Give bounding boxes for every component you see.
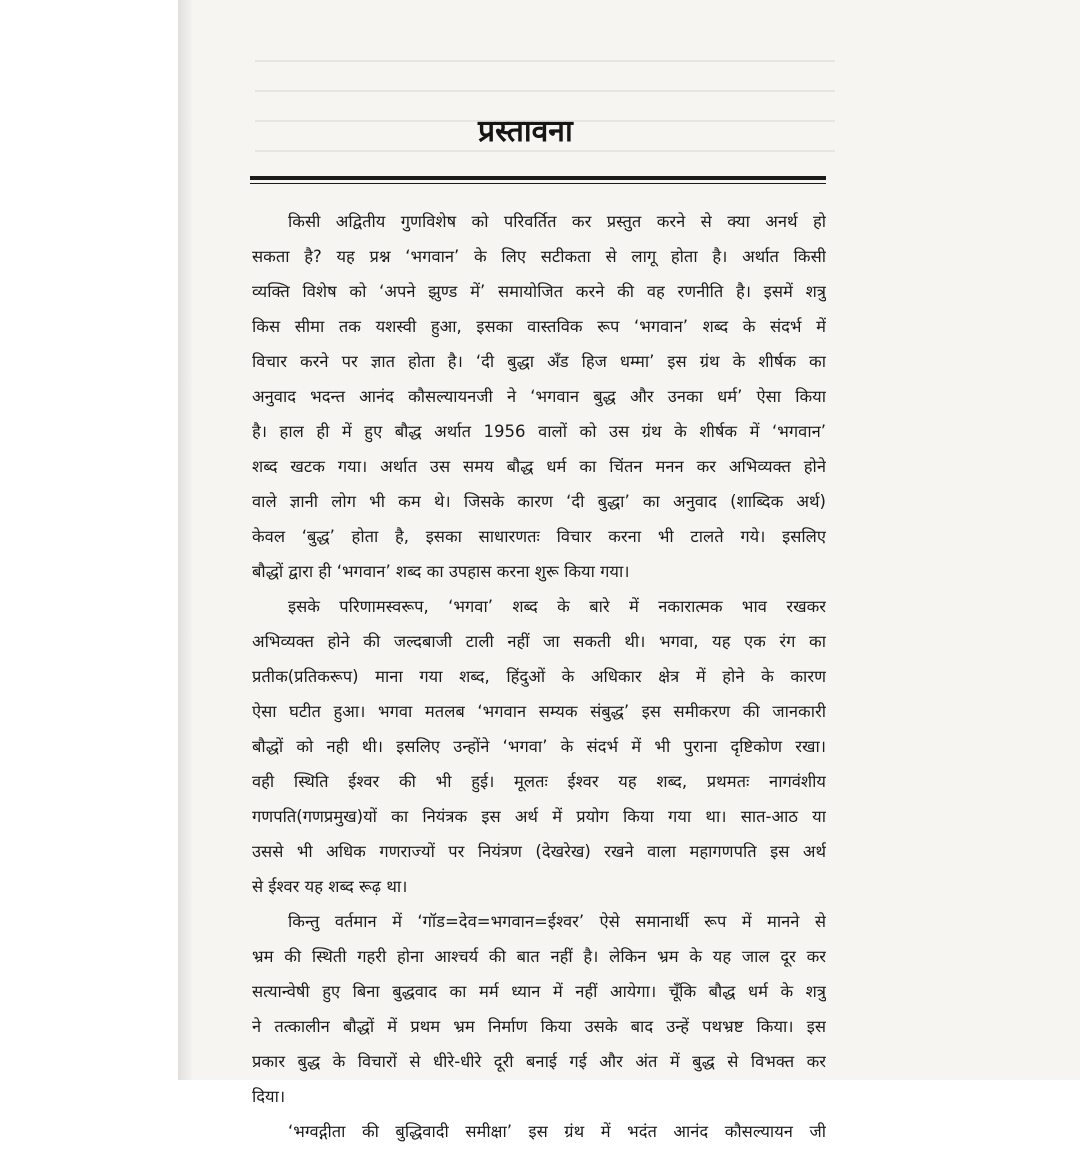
text-line: सकता है? यह प्रश्न ‘भगवान’ के लिए सटीकता से लागू होता है। अर्थात किसी — [252, 247, 826, 266]
text-line: किन्तु वर्तमान में ‘गॉड=देव=भगवान=ईश्वर’ ऐसे समानार्थी रूप में मानने से — [288, 912, 826, 931]
text-line: अभिव्यक्त होने की जल्दबाजी टाली नहीं जा सकती थी। भगवा, यह एक रंग का — [252, 632, 826, 651]
text-line: व्यक्ति विशेष को ‘अपने झुण्ड में’ समायोजित करने की वह रणनीति है। इसमें शत्रु — [252, 282, 826, 301]
text-line: ‘भग्वद्गीता की बुद्धिवादी समीक्षा’ इस ग्रंथ में भदंत आनंद कौसल्यायन जी — [288, 1122, 826, 1141]
text-line: उससे भी अधिक गणराज्यों पर नियंत्रण (देखरेख) रखने वाला महागणपति इस अर्थ — [252, 842, 826, 861]
text-line: भ्रम की स्थिती गहरी होना आश्चर्य की बात नहीं है। लेकिन भ्रम के यह जाल दूर कर — [252, 947, 826, 966]
text-line: केवल ‘बुद्ध’ होता है, इसका साधारणतः विचार करना भी टालते गये। इसलिए — [252, 527, 826, 546]
text-line: ने तत्कालीन बौद्धों में प्रथम भ्रम निर्माण किया उसके बाद उन्हें पथभ्रष्ट किया। इस — [252, 1017, 826, 1036]
text-line: दिया। — [252, 1087, 286, 1106]
text-line: प्रकार बुद्ध के विचारों से धीरे-धीरे दूरी बनाई गई और अंत में बुद्ध से विभक्त कर — [252, 1052, 826, 1071]
text-line: सत्यान्वेषी हुए बिना बुद्धवाद का मर्म ध्यान में नहीं आयेगा। चूँकि बौद्ध धर्म के शत्रु — [252, 982, 826, 1001]
body-text — [252, 204, 826, 1149]
text-line: है। हाल ही में हुए बौद्ध अर्थात 1956 वालों को उस ग्रंथ के शीर्षक में ‘भगवान’ — [252, 422, 826, 441]
text-line: इसके परिणामस्वरूप, ‘भगवा’ शब्द के बारे में नकारात्मक भाव रखकर — [288, 597, 826, 616]
text-line: ऐसा घटीत हुआ। भगवा मतलब ‘भगवान सम्यक संबुद्ध’ इस समीकरण की जानकारी — [252, 702, 826, 721]
text-line: से ईश्वर यह शब्द रूढ़ था। — [252, 877, 408, 896]
page-heading: प्रस्तावना — [478, 114, 573, 149]
text-line: किसी अद्वितीय गुणविशेष को परिवर्तित कर प्रस्तुत करने से क्या अनर्थ हो — [288, 212, 826, 231]
text-line: शब्द खटक गया। अर्थात उस समय बौद्ध धर्म का चिंतन मनन कर अभिव्यक्त होने — [252, 457, 826, 476]
text-line: वाले ज्ञानी लोग भी कम थे। जिसके कारण ‘दी बुद्धा’ का अनुवाद (शाब्दिक अर्थ) — [252, 492, 826, 511]
book-gutter-shadow — [178, 0, 192, 1080]
text-line: गणपति(गणप्रमुख)यों का नियंत्रक इस अर्थ में प्रयोग किया गया था। सात-आठ या — [252, 807, 826, 826]
text-line: किस सीमा तक यशस्वी हुआ, इसका वास्तविक रूप ‘भगवान’ शब्द के संदर्भ में — [252, 317, 826, 336]
heading-rule-thin — [250, 183, 826, 184]
text-line: प्रतीक(प्रतिकरूप) माना गया शब्द, हिंदुओं के अधिकार क्षेत्र में होने के कारण — [252, 667, 826, 686]
text-line: विचार करने पर ज्ञात होता है। ‘दी बुद्धा अँड हिज धम्मा’ इस ग्रंथ के शीर्षक का — [252, 352, 826, 371]
heading-rule-thick — [250, 176, 826, 180]
text-line: बौद्धों द्वारा ही ‘भगवान’ शब्द का उपहास करना शुरू किया गया। — [252, 562, 630, 581]
text-line: वही स्थिति ईश्वर की भी हुई। मूलतः ईश्वर यह शब्द, प्रथमतः नागवंशीय — [252, 772, 826, 791]
text-line: अनुवाद भदन्त आनंद कौसल्यायनजी ने ‘भगवान बुद्ध और उनका धर्म’ ऐसा किया — [252, 387, 826, 406]
text-line: बौद्धों को नही थी। इसलिए उन्होंने ‘भगवा’ के संदर्भ में भी पुराना दृष्टिकोण रखा। — [252, 737, 826, 756]
